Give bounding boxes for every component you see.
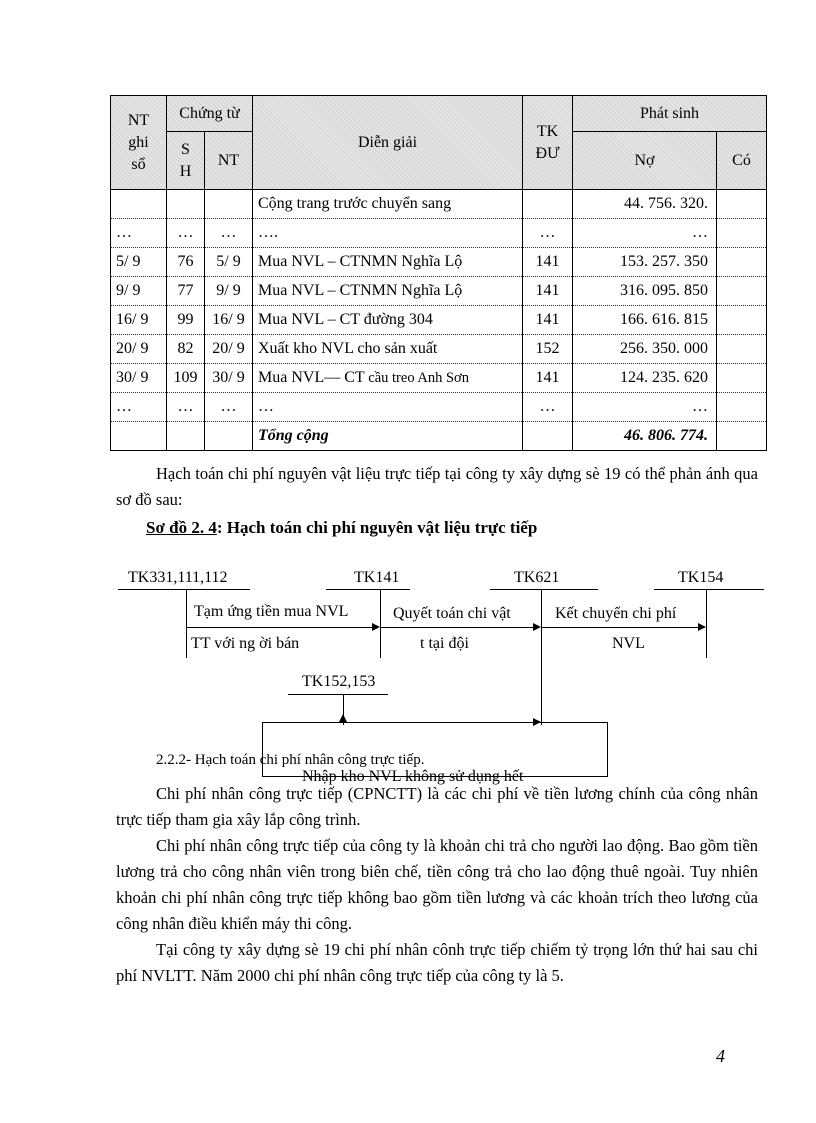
cell-desc: Mua NVL – CTNMN Nghĩa Lộ <box>253 277 523 306</box>
cell-desc: Mua NVL – CT đường 304 <box>253 306 523 335</box>
cell-tk: … <box>523 393 573 422</box>
cell-nt: 20/ 9 <box>205 335 253 364</box>
cell-nt: 16/ 9 <box>205 306 253 335</box>
cell-nt: … <box>205 393 253 422</box>
cell-desc <box>253 364 523 393</box>
tk154-stem <box>706 590 707 658</box>
cell-tk: … <box>523 219 573 248</box>
tk331-stem <box>186 590 187 658</box>
arrow-settle-head <box>533 623 541 631</box>
account-tk152: TK152,153 <box>302 673 376 690</box>
return-loop-left-top <box>262 722 343 723</box>
flow-advance-line2: TT với ng ời bán <box>191 635 300 652</box>
return-loop-right <box>607 722 608 777</box>
cell-no: 316. 095. 850 <box>573 277 717 306</box>
tk152-bar <box>288 694 388 695</box>
header-nt: NT <box>205 132 253 190</box>
cell-no: … <box>573 393 717 422</box>
cell-co <box>717 364 767 393</box>
table-row <box>111 277 767 306</box>
page-number: 4 <box>716 1046 725 1066</box>
cell-co <box>717 393 767 422</box>
cell-date: 30/ 9 <box>111 364 167 393</box>
cell-tk <box>523 422 573 451</box>
table-row <box>111 364 767 393</box>
cell-desc-main: Mua NVL— CT <box>258 369 365 386</box>
cell-desc: …. <box>253 219 523 248</box>
flow-advance-line1: Tạm ứng tiền mua NVL <box>194 603 349 620</box>
cell-tk: 141 <box>523 277 573 306</box>
diagram-heading-title: : Hạch toán chi phí nguyên vật liệu trực tiếp <box>216 518 538 537</box>
account-tk331: TK331,111,112 <box>128 569 228 586</box>
flow-transfer-line2: NVL <box>612 635 645 652</box>
cell-tk: 141 <box>523 248 573 277</box>
cell-desc: Cộng trang trước chuyển sang <box>253 190 523 219</box>
table-row <box>111 306 767 335</box>
cell-co <box>717 190 767 219</box>
table-row <box>111 219 767 248</box>
return-to-621-head <box>533 718 541 726</box>
tk331-bar <box>118 589 250 590</box>
cell-co <box>717 306 767 335</box>
paragraph-definition: Chi phí nhân công trực tiếp (CPNCTT) là các chi phí về tiền lương chính của công nhân trực tiếp tham gia xây lắp công trình. <box>116 784 758 829</box>
cell-tk: 152 <box>523 335 573 364</box>
cell-no: 124. 235. 620 <box>573 364 717 393</box>
return-to-152-head <box>339 714 347 722</box>
cell-sh: … <box>167 219 205 248</box>
cell-co <box>717 219 767 248</box>
cell-no: 256. 350. 000 <box>573 335 717 364</box>
cell-nt: 9/ 9 <box>205 277 253 306</box>
cell-desc: … <box>253 393 523 422</box>
tk141-bar <box>326 589 410 590</box>
cell-sh <box>167 190 205 219</box>
cell-no-total: 46. 806. 774. <box>573 422 717 451</box>
cell-tk <box>523 190 573 219</box>
cell-sh: 109 <box>167 364 205 393</box>
diagram-heading-label: Sơ đồ 2. 4 <box>146 518 217 537</box>
flow-return-stock: Nhập kho NVL không sử dụng hết <box>302 768 524 785</box>
cell-date: 16/ 9 <box>111 306 167 335</box>
header-tk-du: TK ĐƯ <box>523 96 573 190</box>
cell-date: 20/ 9 <box>111 335 167 364</box>
arrow-advance-head <box>372 623 380 631</box>
table-row <box>111 335 767 364</box>
arrow-advance-line <box>187 627 372 628</box>
diagram-heading <box>146 518 537 538</box>
cell-co <box>717 335 767 364</box>
arrow-transfer-line <box>542 627 698 628</box>
cell-nt: 30/ 9 <box>205 364 253 393</box>
cell-co <box>717 277 767 306</box>
cell-date <box>111 190 167 219</box>
cell-date: … <box>111 393 167 422</box>
paragraph-scope: Chi phí nhân công trực tiếp của công ty là khoản chi trả cho người lao động. Bao gồm tiền lương trả cho công nhân viên trong biên chế, tiền công trả cho lao động thuê ngoài. Tuy nhiên khoản chi phí nhân công trực tiếp không bao gồm tiền lương và các khoản trích theo lương của công nhân điều khiển máy thi công. <box>116 836 758 933</box>
cell-desc: Mua NVL – CTNMN Nghĩa Lộ <box>253 248 523 277</box>
paragraph-share: Tại công ty xây dựng sè 19 chi phí nhân cônh trực tiếp chiếm tỷ trọng lớn thứ hai sau chi phí NVLTT. Năm 2000 chi phí nhân công trực tiếp của công ty là 5. <box>116 940 758 985</box>
account-tk141: TK141 <box>354 569 400 586</box>
cell-nt: … <box>205 219 253 248</box>
tk621-bar <box>490 589 598 590</box>
cell-date: 9/ 9 <box>111 277 167 306</box>
cell-sh: 77 <box>167 277 205 306</box>
header-co: Có <box>717 132 767 190</box>
tk621-stem <box>541 590 542 725</box>
header-nt-ghi-so: NT ghi sổ <box>111 96 167 190</box>
cell-sh <box>167 422 205 451</box>
header-no: Nợ <box>573 132 717 190</box>
cell-tk: 141 <box>523 306 573 335</box>
ledger-table <box>110 95 767 451</box>
table-row <box>111 190 767 219</box>
cell-no: 166. 616. 815 <box>573 306 717 335</box>
table-row-total <box>111 422 767 451</box>
cell-sh: 82 <box>167 335 205 364</box>
tk154-bar <box>654 589 764 590</box>
paragraph-intro: Hạch toán chi phí nguyên vật liệu trực tiếp tại công ty xây dựng sè 19 có thể phản ánh qua sơ đồ sau: <box>116 464 758 509</box>
cell-nt <box>205 422 253 451</box>
header-phat-sinh: Phát sinh <box>573 96 767 132</box>
section-heading: 2.2.2- Hạch toán chi phí nhân công trực tiếp. <box>156 752 425 768</box>
cell-tk: 141 <box>523 364 573 393</box>
flow-settle-line2: t tại đội <box>420 635 469 652</box>
cell-co <box>717 248 767 277</box>
flow-transfer-line1: Kết chuyển chi phí <box>555 605 677 622</box>
arrow-transfer-head <box>698 623 706 631</box>
table-row <box>111 393 767 422</box>
cell-co <box>717 422 767 451</box>
header-sh: S H <box>167 132 205 190</box>
tk141-stem <box>380 590 381 658</box>
return-to-621-top <box>344 722 608 723</box>
flow-settle-line1: Quyết toán chi vật <box>393 605 511 622</box>
cell-sh: 99 <box>167 306 205 335</box>
cell-sh: 76 <box>167 248 205 277</box>
header-dien-giai: Diễn giải <box>253 96 523 190</box>
account-tk154: TK154 <box>678 569 724 586</box>
cell-no: 44. 756. 320. <box>573 190 717 219</box>
cell-desc-small: cầu treo Anh Sơn <box>364 370 469 386</box>
cell-desc-total: Tổng cộng <box>253 422 523 451</box>
header-chung-tu: Chứng từ <box>167 96 253 132</box>
cell-no: … <box>573 219 717 248</box>
cell-nt <box>205 190 253 219</box>
cell-date: … <box>111 219 167 248</box>
cell-desc: Xuất kho NVL cho sản xuất <box>253 335 523 364</box>
table-row <box>111 248 767 277</box>
account-tk621: TK621 <box>514 569 560 586</box>
arrow-settle-line <box>381 627 533 628</box>
cell-date: 5/ 9 <box>111 248 167 277</box>
cell-nt: 5/ 9 <box>205 248 253 277</box>
cell-no: 153. 257. 350 <box>573 248 717 277</box>
cell-sh: … <box>167 393 205 422</box>
cell-date <box>111 422 167 451</box>
